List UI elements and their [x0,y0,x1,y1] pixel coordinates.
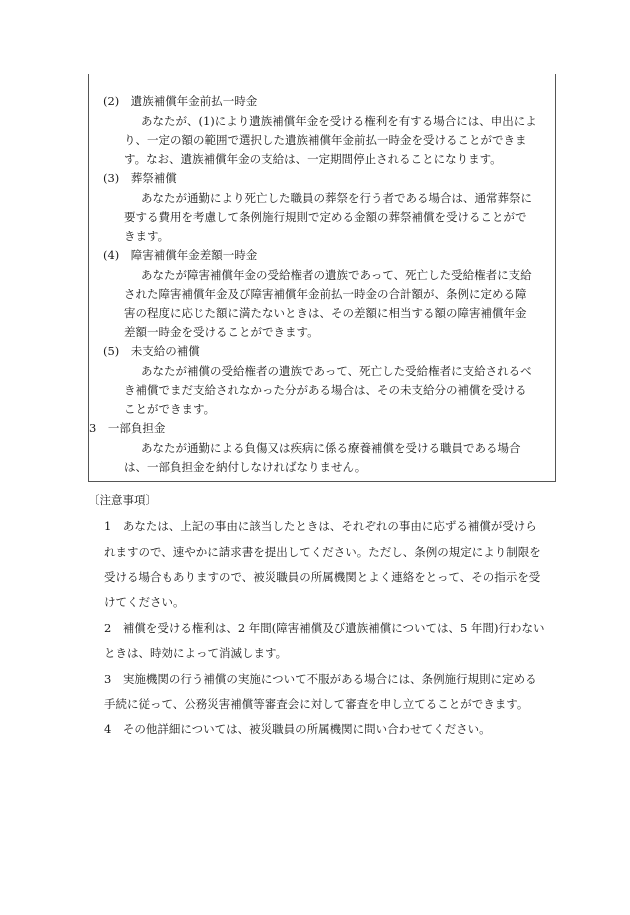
item2-line: あなたが、(1)により遺族補償年金を受ける権利を有する場合には、申出によ [141,114,537,128]
item3-line: 要する費用を考慮して条例施行規則で定める金額の葬祭補償を受けることがで [124,210,527,224]
item2-line: り、一定の額の範囲で選択した遺族補償年金前払一時金を受けることができま [124,133,527,147]
item4-heading: (4) 障害補償年金差額一時金 [103,248,258,262]
item4-line: された障害補償年金及び障害補償年金前払一時金の合計額が、条例に定める障 [124,287,527,301]
note-1-line: れますので、速やかに請求書を提出してください。ただし、条例の規定により制限を [104,545,541,559]
item2-heading: (2) 遺族補償年金前払一時金 [103,94,258,108]
notes-title: 〔注意事項〕 [88,493,157,507]
item5-heading: (5) 未支給の補償 [103,344,200,358]
item4-line: あなたが障害補償年金の受給権者の遺族であって、死亡した受給権者に支給 [141,268,532,282]
section3-line: は、一部負担金を納付しなければなりません。 [124,460,367,474]
item3-heading: (3) 葬祭補償 [103,171,177,185]
item5-line: ことができます。 [124,402,216,416]
item2-line: す。なお、遺族補償年金の支給は、一定期間停止されることになります。 [124,152,502,166]
item5-line: あなたが補償の受給権者の遺族であって、死亡した受給権者に支給されるべ [141,364,532,378]
note-1-line: 受ける場合もありますので、被災職員の所属機関とよく連絡をとって、その指示を受 [104,570,541,584]
note-1-line: 1 あなたは、上記の事由に該当したときは、それぞれの事由に応ずる補償が受けら [104,519,537,533]
note-3-line: 手続に従って、公務災害補償等審査会に対して審査を申し立てることができます。 [104,697,529,711]
item4-line: 害の程度に応じた額に満たないときは、その差額に相当する額の障害補償年金 [124,306,527,320]
note-2-line: ときは、時効によって消滅します。 [104,646,288,660]
note-4-line: 4 その他詳細については、被災職員の所属機関に問い合わせてください。 [104,722,491,736]
item3-line: あなたが通勤により死亡した職員の葬祭を行う者である場合は、通常葬祭に [141,191,532,205]
section3-heading: 3 一部負担金 [89,421,166,435]
item5-line: き補償でまだ支給されなかった分がある場合は、その未支給分の補償を受ける [124,383,527,397]
item3-line: きます。 [124,229,170,243]
note-3-line: 3 実施機関の行う補償の実施について不服がある場合には、条例施行規則に定める [104,672,537,686]
note-2-line: 2 補償を受ける権利は、2 年間(障害補償及び遺族補償については、5 年間)行わない [104,621,545,635]
item4-line: 差額一時金を受けることができます。 [124,325,319,339]
note-1-line: けてください。 [104,595,185,609]
section3-line: あなたが通勤による負傷又は疾病に係る療養補償を受ける職員である場合 [141,441,521,455]
